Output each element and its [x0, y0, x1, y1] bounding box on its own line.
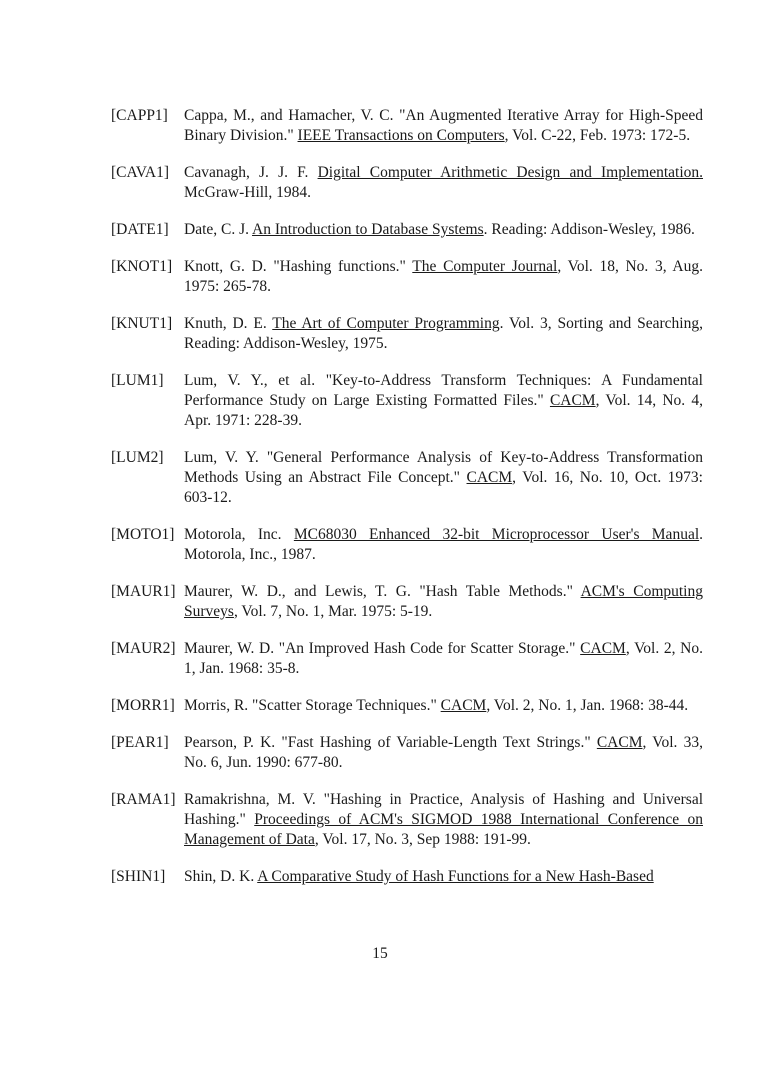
reference-segment: Maurer, W. D. "An Improved Hash Code for Scatter Storage."	[184, 640, 581, 657]
reference-text	[184, 106, 703, 146]
reference-title: MC68030 Enhanced 32-bit Microprocessor User's Manual	[293, 526, 700, 543]
reference-segment: Lum, V. Y. "General Performance Analysis of Key-to-Address Transformation Methods Using an Abstract File Concept."	[184, 449, 703, 486]
reference-entry	[111, 257, 703, 297]
reference-title: A Comparative Study of Hash Functions for a New Hash-Based	[257, 868, 654, 885]
reference-entry	[111, 314, 703, 354]
reference-key: [DATE1]	[111, 221, 169, 238]
reference-segment: Pearson, P. K. "Fast Hashing of Variable-Length Text Strings."	[184, 734, 597, 751]
reference-text	[184, 867, 703, 887]
reference-title: CACM	[580, 640, 626, 657]
reference-text	[184, 696, 703, 716]
reference-key: [KNOT1]	[111, 258, 173, 275]
reference-title: The Art of Computer Programming	[272, 315, 500, 332]
reference-key: [MORR1]	[111, 697, 175, 714]
reference-title: Digital Computer Arithmetic Design and Implementation.	[317, 164, 703, 181]
reference-segment: , Vol. 14, No. 4, Apr. 1971: 228-39.	[184, 392, 703, 429]
reference-entry	[111, 371, 703, 431]
reference-title: CACM	[466, 469, 513, 486]
reference-segment: . Motorola, Inc., 1987.	[184, 526, 704, 563]
reference-segment: . Vol. 3, Sorting and Searching, Reading: Addison-Wesley, 1975.	[184, 315, 703, 352]
reference-segment: Ramakrishna, M. V. "Hashing in Practice, Analysis of Hashing and Universal Hashing."	[184, 791, 703, 828]
reference-key: [LUM2]	[111, 449, 164, 466]
reference-title: CACM	[549, 392, 596, 409]
reference-key: [PEAR1]	[111, 734, 169, 751]
reference-segment: Lum, V. Y., et al. "Key-to-Address Transform Techniques: A Fundamental Performance Study on Large Existing Formatted Files."	[184, 372, 703, 409]
reference-segment: Knott, G. D. "Hashing functions."	[184, 258, 413, 275]
reference-segment: , Vol. 2, No. 1, Jan. 1968: 38-44.	[486, 697, 689, 714]
reference-key: [LUM1]	[111, 372, 164, 389]
reference-segment: Shin, D. K.	[184, 868, 258, 885]
reference-title: Proceedings of ACM's SIGMOD 1988 International Conference on Management of Data	[184, 811, 703, 848]
reference-entry	[111, 867, 703, 887]
reference-segment: Motorola, Inc.	[184, 526, 294, 543]
reference-segment: Cappa, M., and Hamacher, V. C. "An Augmented Iterative Array for High-Speed Binary Division."	[184, 107, 703, 144]
reference-segment: . Reading: Addison-Wesley, 1986.	[483, 221, 695, 238]
page-number: 15	[372, 945, 388, 962]
reference-segment: , Vol. 16, No. 10, Oct. 1973: 603-12.	[184, 469, 703, 506]
reference-text	[184, 448, 703, 508]
reference-entry	[111, 582, 703, 622]
reference-key: [KNUT1]	[111, 315, 173, 332]
reference-text	[184, 733, 703, 773]
reference-text	[184, 220, 703, 240]
reference-segment: Maurer, W. D., and Lewis, T. G. "Hash Table Methods."	[184, 583, 581, 600]
reference-text	[184, 257, 703, 297]
reference-text	[184, 790, 703, 850]
reference-text	[184, 525, 703, 565]
reference-list	[111, 106, 703, 904]
reference-entry	[111, 106, 703, 146]
reference-title: CACM	[440, 697, 487, 714]
reference-segment: , Vol. 2, No. 1, Jan. 1968: 35-8.	[184, 640, 703, 677]
reference-key: [SHIN1]	[111, 868, 166, 885]
reference-entry	[111, 220, 703, 240]
reference-segment: , Vol. 17, No. 3, Sep 1988: 191-99.	[314, 831, 531, 848]
reference-segment: Cavanagh, J. J. F.	[184, 164, 318, 181]
reference-key: [MAUR1]	[111, 583, 176, 600]
reference-segment: , Vol. C-22, Feb. 1973: 172-5.	[504, 127, 691, 144]
reference-title: CACM	[596, 734, 643, 751]
reference-segment: McGraw-Hill, 1984.	[184, 184, 311, 201]
reference-entry	[111, 790, 703, 850]
reference-text	[184, 582, 703, 622]
reference-key: [CAPP1]	[111, 107, 168, 124]
reference-entry	[111, 639, 703, 679]
reference-entry	[111, 525, 703, 565]
reference-title: ACM's Computing Surveys	[184, 583, 703, 620]
reference-segment: Date, C. J.	[184, 221, 253, 238]
reference-segment: , Vol. 7, No. 1, Mar. 1975: 5-19.	[233, 603, 433, 620]
reference-title: IEEE Transactions on Computers	[297, 127, 505, 144]
reference-key: [RAMA1]	[111, 791, 176, 808]
reference-segment: , Vol. 18, No. 3, Aug. 1975: 265-78.	[184, 258, 703, 295]
reference-title: An Introduction to Database Systems	[252, 221, 484, 238]
reference-key: [MAUR2]	[111, 640, 176, 657]
reference-title: The Computer Journal	[412, 258, 558, 275]
reference-text	[184, 314, 703, 354]
reference-entry	[111, 696, 703, 716]
reference-key: [CAVA1]	[111, 164, 169, 181]
reference-entry	[111, 733, 703, 773]
reference-text	[184, 371, 703, 431]
reference-entry	[111, 448, 703, 508]
reference-key: [MOTO1]	[111, 526, 175, 543]
reference-entry	[111, 163, 703, 203]
reference-segment: Morris, R. "Scatter Storage Techniques."	[184, 697, 441, 714]
reference-text	[184, 639, 703, 679]
reference-text	[184, 163, 703, 203]
reference-segment: Knuth, D. E.	[184, 315, 273, 332]
reference-segment: , Vol. 33, No. 6, Jun. 1990: 677-80.	[184, 734, 703, 771]
